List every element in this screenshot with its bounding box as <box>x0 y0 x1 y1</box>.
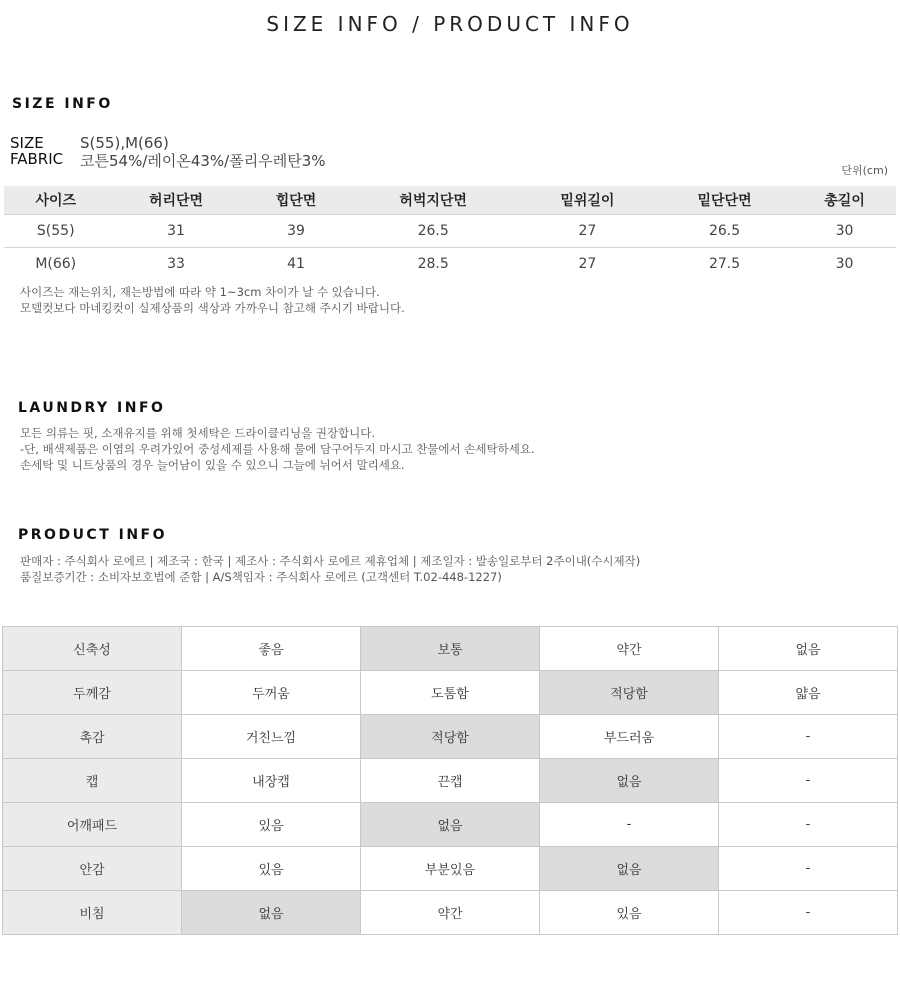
property-row <box>3 627 898 671</box>
property-option-selected: 보통 <box>361 627 540 671</box>
property-option: 두꺼움 <box>182 671 361 715</box>
table-cell: 31 <box>107 215 244 248</box>
table-cell: 33 <box>167 256 185 272</box>
size-note-line: 모델컷보다 마네킹컷이 실제상품의 색상과 가까우니 참고해 주시기 바랍니다. <box>20 301 405 315</box>
property-option: 끈캡 <box>361 759 540 803</box>
size-table-header-row <box>4 186 896 215</box>
laundry-line: 손세탁 및 니트상품의 경우 늘어남이 있을 수 있으니 그늘에 뉘어서 말리세요. <box>20 458 405 472</box>
laundry-notes <box>20 425 535 473</box>
table-cell: M(66) <box>35 256 77 272</box>
property-label: 어깨패드 <box>3 803 182 847</box>
size-notes <box>20 284 405 316</box>
column-header: 사이즈 <box>4 186 107 215</box>
table-row <box>4 248 896 281</box>
product-properties-table <box>2 626 898 935</box>
property-option: 없음 <box>719 627 898 671</box>
column-header: 밑위길이 <box>519 186 656 215</box>
fabric-label: FABRIC <box>10 150 64 168</box>
property-option-selected: 없음 <box>540 847 719 891</box>
property-option: 좋음 <box>182 627 361 671</box>
property-option-selected: 적당함 <box>361 715 540 759</box>
page-title: SIZE INFO / PRODUCT INFO <box>266 12 634 36</box>
property-row <box>3 759 898 803</box>
property-label: 캡 <box>3 759 182 803</box>
property-row <box>3 671 898 715</box>
size-table <box>4 186 896 280</box>
property-option-selected: 없음 <box>540 759 719 803</box>
product-info-line: 판매자 : 주식회사 로에르 | 제조국 : 한국 | 제조사 : 주식회사 로에르 제휴업체 | 제조일자 : 발송일로부터 2주이내(수시제작) <box>20 554 641 568</box>
laundry-line: -단, 배색제품은 이염의 우려가있어 중성세제를 사용해 물에 담구어두지 마시고 찬물에서 손세탁하세요. <box>20 442 535 456</box>
property-option-selected: 적당함 <box>540 671 719 715</box>
unit-label: 단위(cm) <box>841 164 888 177</box>
table-cell: 30 <box>835 256 854 272</box>
property-option: 부드러움 <box>540 715 719 759</box>
product-info-lines <box>20 553 640 585</box>
property-option-selected: 없음 <box>361 803 540 847</box>
property-option: 부분있음 <box>361 847 540 891</box>
column-header: 허벅지단면 <box>347 186 518 215</box>
property-label: 비침 <box>3 891 182 935</box>
table-cell: 28.5 <box>417 256 449 272</box>
product-info-line: 품질보증기간 : 소비자보호법에 준함 | A/S책임자 : 주식회사 로에르 (고객센터 T.02-448-1227) <box>20 570 502 584</box>
table-row <box>4 215 896 248</box>
property-option: 거친느낌 <box>182 715 361 759</box>
fabric-value: 코튼54%/레이온43%/폴리우레탄3% <box>80 152 326 170</box>
laundry-line: 모든 의류는 핏, 소재유지를 위해 첫세탁은 드라이클리닝을 권장합니다. <box>20 426 376 440</box>
property-option: 도톰함 <box>361 671 540 715</box>
property-option: - <box>719 715 898 759</box>
property-option-selected: 없음 <box>182 891 361 935</box>
property-option: - <box>719 891 898 935</box>
laundry-info-title: LAUNDRY INFO <box>18 400 166 416</box>
property-label: 두께감 <box>3 671 182 715</box>
column-header: 밑단단면 <box>656 186 793 215</box>
property-label: 촉감 <box>3 715 182 759</box>
table-cell: 39 <box>245 215 348 248</box>
table-cell: 41 <box>287 256 305 272</box>
property-option: 약간 <box>540 627 719 671</box>
product-info-title: PRODUCT INFO <box>18 527 168 543</box>
property-option: - <box>719 759 898 803</box>
property-row <box>3 847 898 891</box>
table-cell: S(55) <box>4 215 107 248</box>
property-option: 있음 <box>182 847 361 891</box>
size-note-line: 사이즈는 재는위치, 재는방법에 따라 약 1~3cm 차이가 날 수 있습니다. <box>20 285 380 299</box>
property-option: 있음 <box>540 891 719 935</box>
property-option: 내장캡 <box>182 759 361 803</box>
property-row <box>3 803 898 847</box>
table-cell: 27 <box>578 256 597 272</box>
size-label: SIZE <box>10 134 44 152</box>
property-option: - <box>719 803 898 847</box>
property-label: 신축성 <box>3 627 182 671</box>
table-cell: 26.5 <box>656 215 793 248</box>
property-option: 있음 <box>182 803 361 847</box>
table-cell: 30 <box>793 215 896 248</box>
table-cell: 26.5 <box>347 215 518 248</box>
property-option: - <box>540 803 719 847</box>
property-option: - <box>719 847 898 891</box>
column-header: 총길이 <box>793 186 896 215</box>
property-row <box>3 715 898 759</box>
table-cell: 27 <box>519 215 656 248</box>
size-value: S(55),M(66) <box>80 134 169 152</box>
property-label: 안감 <box>3 847 182 891</box>
table-cell: 27.5 <box>708 256 741 272</box>
property-option: 얇음 <box>719 671 898 715</box>
column-header: 허리단면 <box>107 186 244 215</box>
property-option: 약간 <box>361 891 540 935</box>
property-row <box>3 891 898 935</box>
column-header: 힙단면 <box>245 186 348 215</box>
size-info-title: SIZE INFO <box>12 96 113 112</box>
